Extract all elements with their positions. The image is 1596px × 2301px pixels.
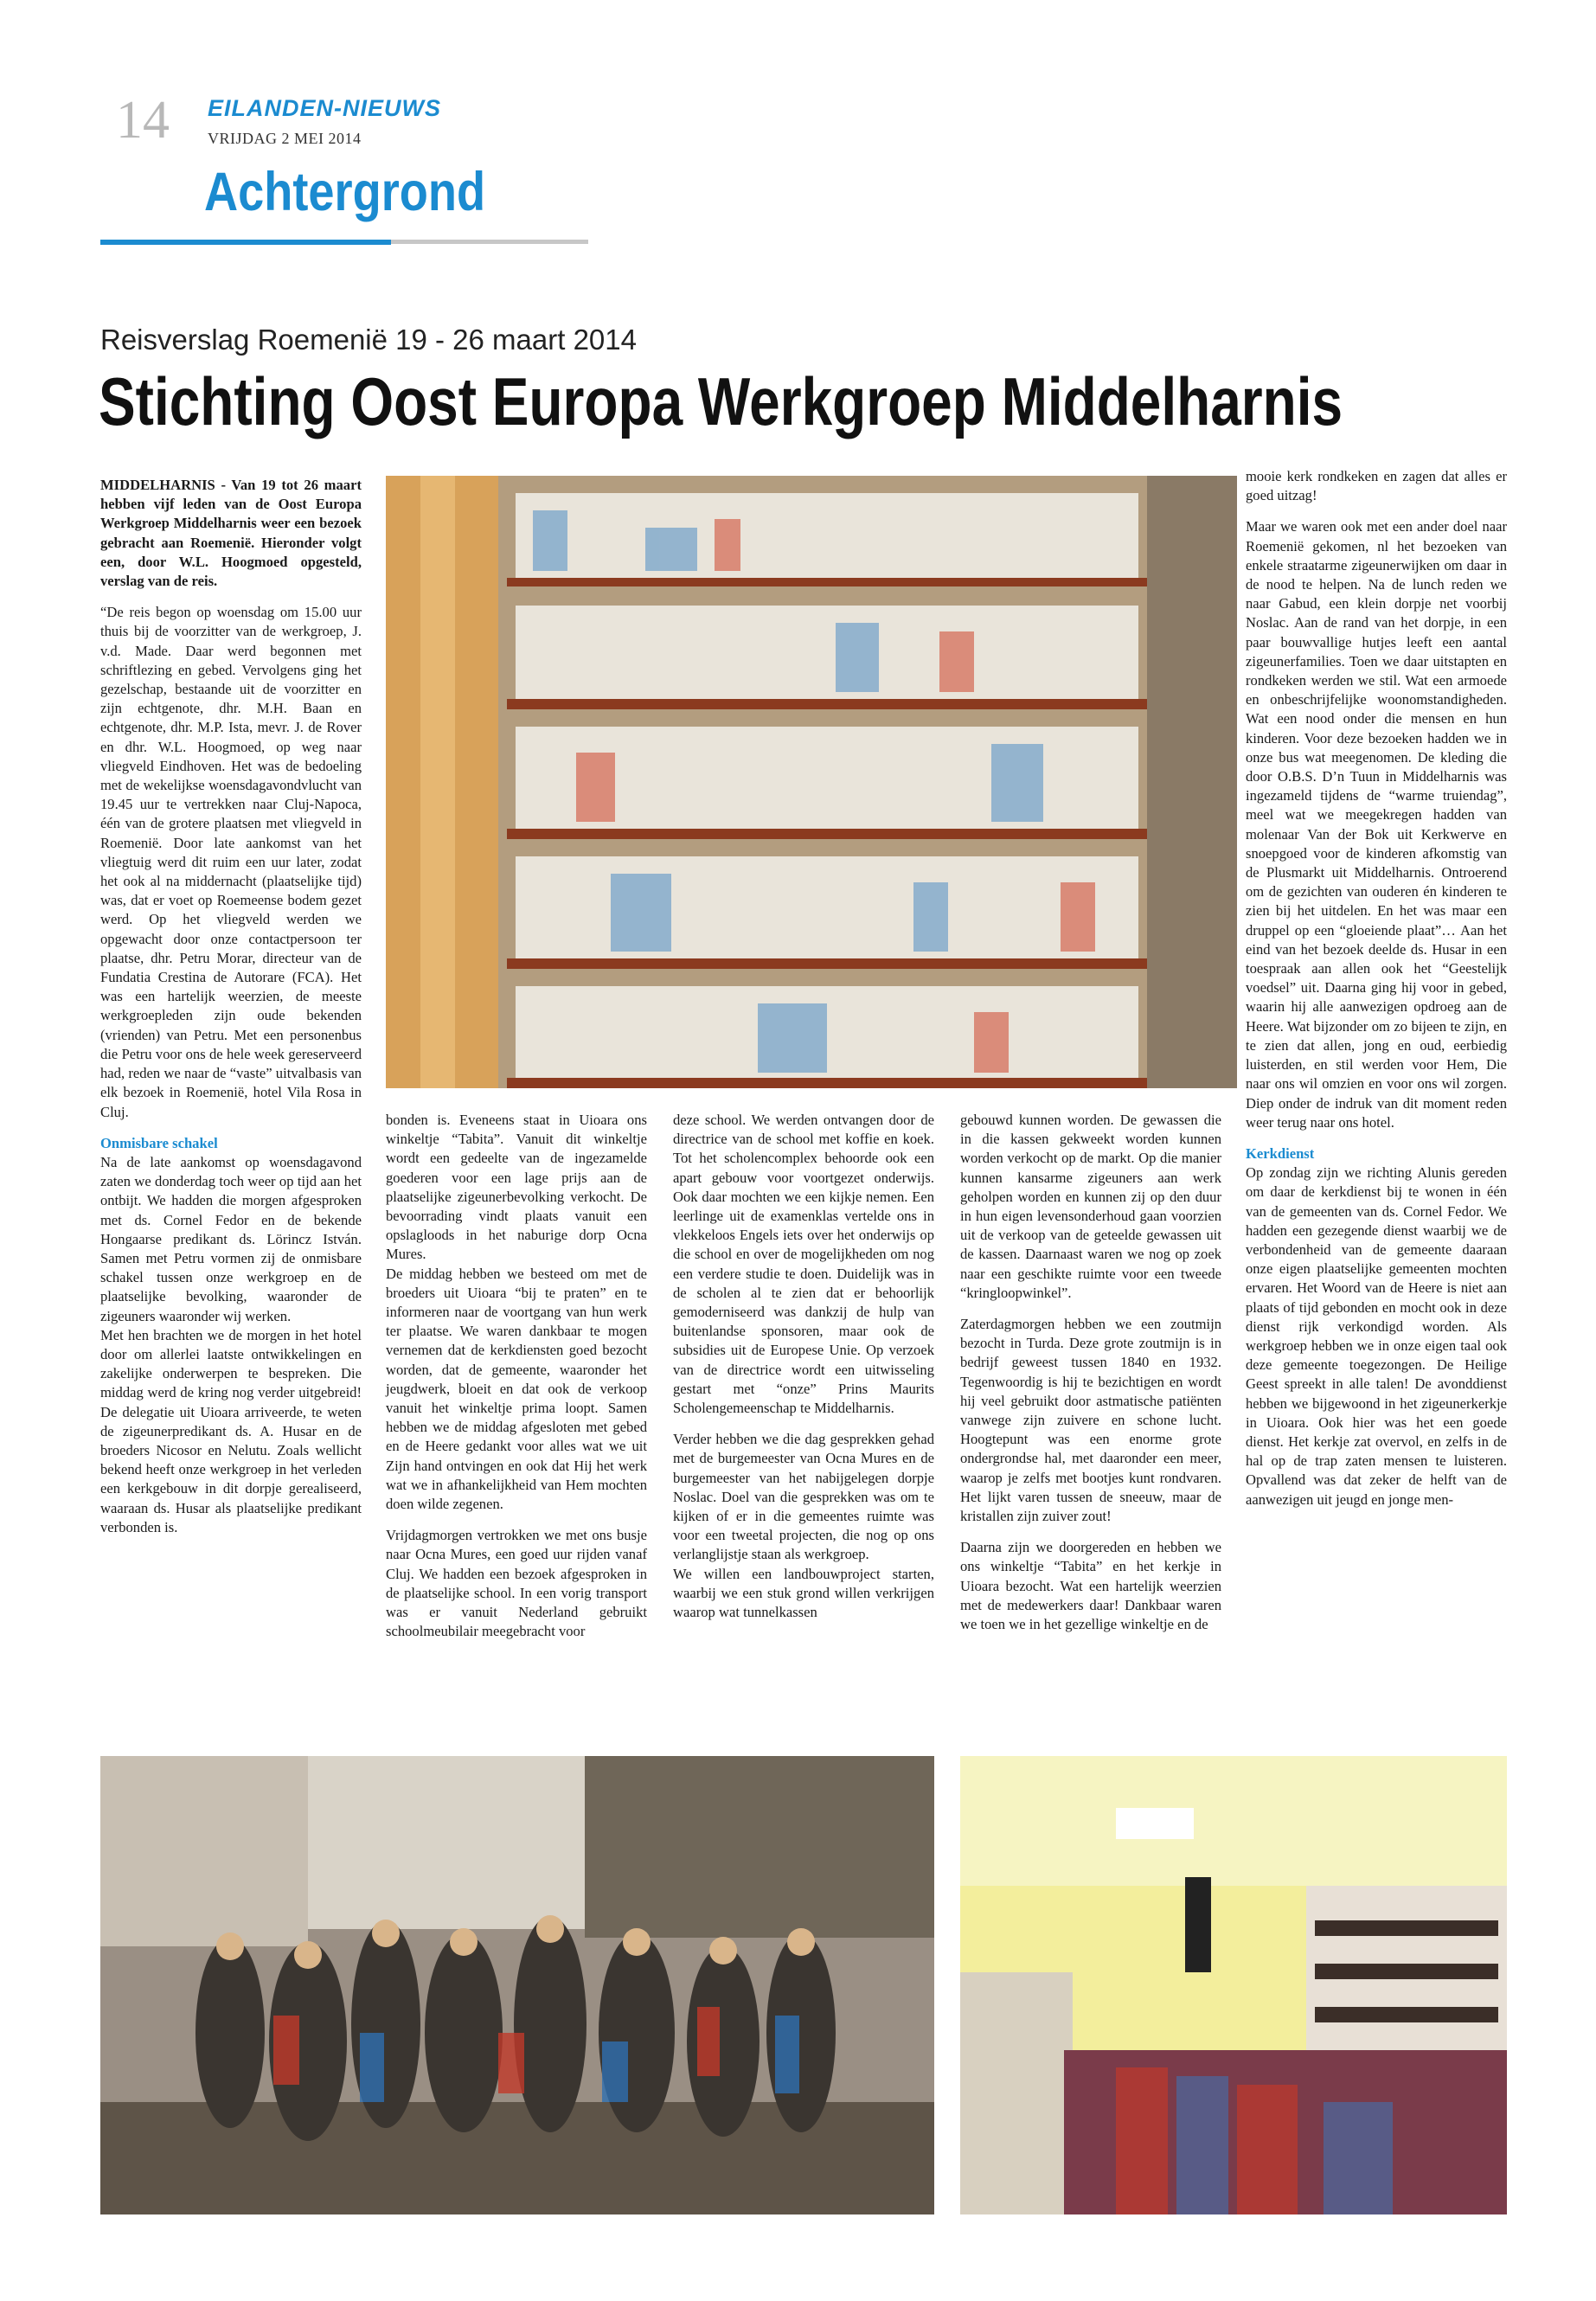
issue-date: VRIJDAG 2 MEI 2014 [208,130,362,147]
paragraph: mooie kerk rondkeken en zagen dat alles er goed uitzag! [1246,468,1507,504]
article-headline: Stichting Oost Europa Werkgroep Middelharnis [99,363,1343,439]
paragraph: We willen een landbouwproject starten, waarbij we een stuk grond willen verkrijgen waarop wat tunnelkassen [673,1565,934,1621]
photo-roma-families [100,1756,934,2214]
paragraph: Daarna zijn we doorgereden en hebben we ons winkeltje “Tabita” en het kerkje in Uioara bezocht. Wat een hartelijk weerzien met de medewerkers daar! Dankbaar waren we toen we in het gezellige winkeltje en de [960,1539,1221,1633]
roma-families-image [100,1756,934,2214]
paragraph: Op zondag zijn we richting Alunis gereden om daar de kerkdienst bij te wonen in één van de gemeenten van ds. Cornel Fedor. We hadden een gezegende dienst waarbij we de verbondenheid van de gemeente daaraan onze eigen plaatselijke gemeenten mochten ervaren. Het Woord van de Heere is niet aan plaats of tijd gebonden en mocht ook in deze dienst rijk verkondigd worden. Als werkgroep hebben we in onze eigen taal ook deze gemeente toegezongen. De Heilige Geest spreekt in alle talen! De avonddienst hebben we bijgewoond in het zigeunerkerkje in Uioara. Ook hier was het een goede dienst. Het kerkje zat overvol, en zelfs in de hal op de trap zaten mensen te luisteren. Opvallend was dat zeker de helft van de aanwezigen uit jeugd en jonge men- [1246,1164,1507,1508]
paragraph: deze school. We werden ontvangen door de directrice van de school met koffie en koek. Tot het scholencomplex behoorde ook een apart gebouw voor voortgezet onderwijs. Ook daar mochten we een kijkje nemen. Een leerlinge uit de examenklas vertelde ons in vlekkeloos Engels iets over het onderwijs op die school en over de mogelijkheden om nog een verdere studie te doen. Duidelijk was in de scholen al te zien dat er behoorlijk gemoderniseerd was dankzij de hulp van buitenlandse sponsoren, maar ook de subsidies uit de Europese Unie. Op verzoek van de directrice wordt een uitwisseling gestart met “onze” Prins Maurits Scholengemeenschap te Middelharnis. [673,1112,934,1417]
paragraph: Zaterdagmorgen hebben we een zoutmijn bezocht in Turda. Deze grote zoutmijn is in bedrijf geweest tussen 1840 en 1932. Tegenwoordig is hij te bezichtigen en wordt hij veel gebruikt door astmatische patiënten vanwege zijn zuivere en schone lucht. Hoogtepunt was een enorme grote ondergrondse hal, met daaronder een meer, waarop je zelfs met bootjes kunt rondvaren. Het lijkt varen tussen de sneeuw, maar de kristallen zijn zuiver zout! [960,1316,1221,1525]
article-column-3 [673,1111,934,1634]
paragraph: gebouwd kunnen worden. De gewassen die in die kassen gekweekt worden kunnen worden verkocht op de markt. Op die manier kunnen kansarme zigeuners aan werk geholpen worden en kunnen zij op den duur in hun eigen levensonderhoud gaan voorzien uit de verkoop van de geteelde gewassen uit de kassen. Daarnaast waren we nog op zoek naar een geschikte ruimte voor een tweede “kringloopwinkel”. [960,1112,1221,1301]
article-column-2 [386,1111,647,1653]
subheading: Onmisbare schakel [100,1134,218,1151]
subheading: Kerkdienst [1246,1144,1315,1162]
section-rule-accent [100,240,391,245]
section-rule [391,240,588,244]
section-title: Achtergrond [204,162,486,222]
paragraph: Vrijdagmorgen vertrokken we met ons busje naar Ocna Mures, een goed uur rijden vanaf Cluj. We hadden een bezoek afgesproken in de plaatselijke school. In een vorig transport was er vanuit Nederland gebruikt schoolmeubilair meegebracht voor [386,1527,647,1640]
paragraph: Na de late aankomst op woensdagavond zaten we donderdag toch weer op tijd aan het ontbijt. We hadden die morgen afgesproken met ds. Cornel Fedor en de bekende Hongaarse predikant ds. Lörincz István. Samen met Petru vormen zij de onmisbare schakel tussen onze werkgroep en de plaatselijke bevolking, waaronder de zigeuners waaronder wij werken. [100,1153,362,1324]
paragraph: “De reis begon op woensdag om 15.00 uur thuis bij de voorzitter van de werkgroep, J. v.d. Made. Daar werd begonnen met schriftlezing en gebed. Vervolgens ging het gezelschap, bestaande uit de voorzitter en zijn echtgenote, dhr. M.H. Baan en echtgenote, dhr. M.P. Ista, mevr. J. de Rover en dhr. W.L. Hoogmoed, op weg naar vliegveld Eindhoven. Het was de bedoeling met de wekelijkse woensdagavondvlucht van 19.45 uur te vertrekken naar Cluj-Napoca, één van de grotere plaatsen met vliegveld in Roemenië. Door late aankomst van het vliegtuig werd dit ruim een uur later, zodat het ook al na middernacht (plaatselijke tijd) was, dat er voet op Roemeense bodem gezet werd. Op het vliegveld werden we opgewacht door onze contactpersoon ter plaatse, dhr. Petru Morar, directeur van de Fundatia Crestina de Autorare (FCA). Het was een hartelijk weerzien, de meeste werkgroepleden zijn oude bekenden (vrienden) van Petru. Met een personenbus die Petru voor ons de hele week gereserveerd had, reden we naar de “vaste” uitvalbasis van elk bezoek in Roemenië, hotel Vila Rosa in Cluj. [100,604,362,1120]
clothing-shop-image [960,1756,1507,2214]
article-kicker: Reisverslag Roemenië 19 - 26 maart 2014 [100,324,637,356]
page-number: 14 [116,91,170,150]
pharmacy-shelves-image [386,476,1237,1088]
masthead-logo: EILANDEN-NIEUWS [208,95,441,121]
article-column-4 [960,1111,1221,1646]
photo-clothing-shop [960,1756,1507,2214]
paragraph: bonden is. Eveneens staat in Uioara ons winkeltje “Tabita”. Vanuit dit winkeltje wordt een gedeelte van de ingezamelde goederen voor een lage prijs aan de plaatselijke zigeunerbevolking verkocht. De bevoorrading vindt plaats vanuit een opslagloods in het naburige dorp Ocna Mures. [386,1112,647,1263]
paragraph: De middag hebben we besteed om met de broeders uit Uioara “bij te praten” en te informeren naar de voortgang van hun werk ter plaatse. We waren dankbaar te mogen vernemen dat de kerkdiensten goed bezocht worden, dat de gemeente, waaronder het jeugdwerk, bloeit en dat ook de verkoop vanuit het winkeltje prima loopt. Samen hebben we de middag afgesloten met gebed en de Heere gedankt voor alles wat we uit Zijn hand ontvingen en ook dat Hij het werk wat we in afhankelijkheid van Hem mochten doen wilde zegenen. [386,1265,647,1513]
article-lead: MIDDELHARNIS - Van 19 tot 26 maart hebben vijf leden van de Oost Europa Werkgroep Middelharnis weer een bezoek gebracht aan Roemenië. Hieronder volgt een, door W.L. Hoogmoed opgesteld, verslag van de reis. [100,477,362,590]
paragraph: Met hen brachten we de morgen in het hotel door om allerlei laatste ontwikkelingen en zakelijke onderwerpen te bespreken. Die middag werd de kring nog verder uitgebreid! De delegatie uit Uioara arriveerde, te weten de zigeunerpredikant ds. A. Husar en de broeders Nicosor en Nelutu. Zoals wellicht bekend heeft onze werkgroep in het verleden een kerkgebouw in dit dorpje gerealiseerd, waaraan ds. Husar als plaatselijke predikant verbonden is. [100,1326,362,1535]
paragraph: Verder hebben we die dag gesprekken gehad met de burgemeester van Ocna Mures en de burgemeester van het nabijgelegen dorpje Noslac. Doel van die gesprekken was om te kijken of er in die gemeentes ruimte was voor een tweetal projecten, die nog op ons verlanglijstje staan als werkgroep. [673,1431,934,1563]
photo-pharmacy-shelves [386,476,1237,1088]
article-column-5 [1246,467,1507,1522]
paragraph: Maar we waren ook met een ander doel naar Roemenië gekomen, nl het bezoeken van enkele straatarme zigeunerwijken om daar in de nood te helpen. Na de lunch reden we naar Gabud, een klein dorpje net voorbij Noslac. Aan de rand van het dorpje, in een paar bouwvallige hutjes leeft een aantal zigeunerfamilies. Toen we daar uitstapten en rondkeken werden we stil. Wat een armoede en onbeschrijfelijke woonomstandigheden. Wat een nood onder die mensen en hun kinderen. Voor deze bezoeken hadden we in onze bus wat meegenomen. De kleding die door O.B.S. D’n Tuun in Middelharnis was ingezameld tijdens de “warme truiendag”, meel wat we meegekregen hadden van molenaar Van der Bok uit Kerkwerve en snoepgoed voor de kinderen afkomstig van de Plusmarkt uit Middelharnis. Ontroerend om de gezichten van ouderen én kinderen te zien bij het uitdelen. En het was maar een druppel op een “gloeiende plaat”… Aan het eind van het bezoek deelde ds. Husar in een toespraak aan allen ook het “Geestelijk voedsel” uit. Daarna ging hij voor in gebed, waarin hij alle aanwezigen opdroeg aan de Heere. Wat bijzonder om zo bijeen te zijn, en te zien dat allen, jong en oud, eerbiedig luisterden, en stil werden voor Hem, Die naar ons wil omzien en voor ons wil zorgen. Diep onder de indruk van dit moment reden weer terug naar ons hotel. [1246,518,1507,1131]
article-column-1 [100,476,362,1549]
